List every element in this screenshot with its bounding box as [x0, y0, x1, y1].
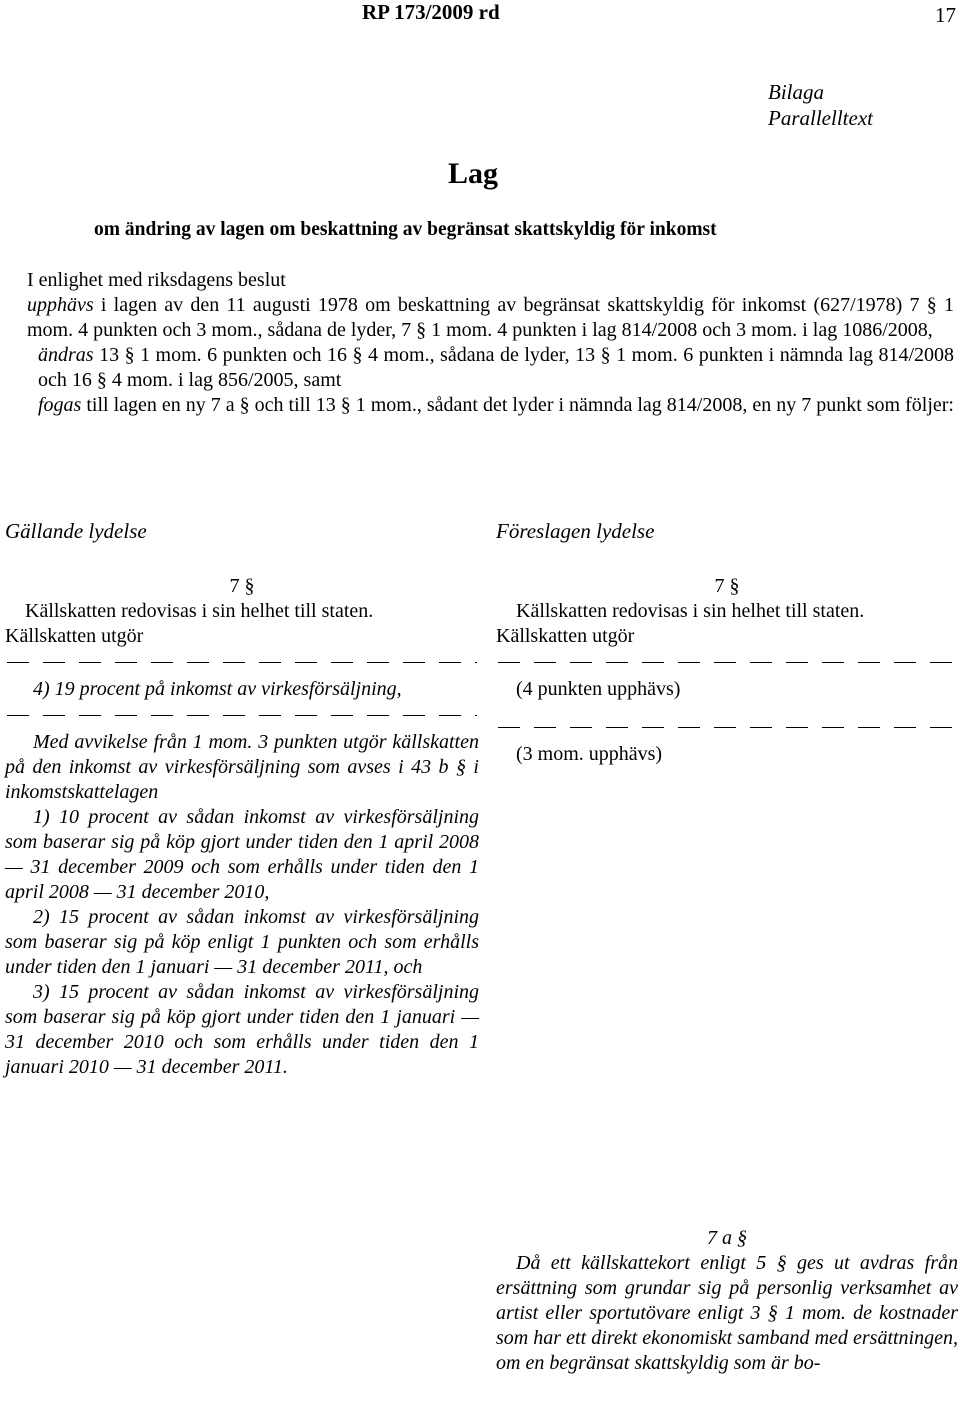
- current-moment-3-item-3: 3) 15 procent av sådan inkomst av virkesförsäljning som baserar sig på köp gjort under tiden den 1 januari — 31 december 2010 och som erhålls under tiden den 1 januari 2010 — 31 december 2011.: [5, 981, 479, 1078]
- document-reference: RP 173/2009 rd: [362, 0, 500, 24]
- section-7-heading-current: 7 §: [229, 575, 255, 597]
- attachment-label: [768, 79, 873, 131]
- current-wording-column: [5, 519, 479, 1080]
- intro-amend-text: 13 § 1 mom. 6 punkten och 16 § 4 mom., sådana de lyder, 13 § 1 mom. 6 punkten i nämnda lag 814/2008 och 16 § 4 mom. i lag 856/2005, samt: [38, 344, 954, 391]
- section-7a-text: Då ett källskattekort enligt 5 § ges ut avdras från ersättning som grundar sig på personlig verksamhet av artist eller sportutövare enligt 3 § 1 mom. de kostnader som har ett direkt ekonomiskt samband med ersättningen, om en begränsat skattskyldig som är bo-: [496, 1252, 958, 1374]
- enactment-clause: [27, 268, 954, 418]
- attachment-line-2: Parallelltext: [768, 106, 873, 130]
- current-moment-3: Med avvikelse från 1 mom. 3 punkten utgör källskatten på den inkomst av virkesförsäljning som avses i 43 b § i inkomstskattelagen: [5, 731, 479, 803]
- intro-repeal-text: i lagen av den 11 augusti 1978 om beskattning av begränsat skattskyldig för inkomst (627/1978) 7 § 1 mom. 4 punkten och 3 mom., sådana de lyder, 7 § 1 mom. 4 punkten i lag 814/2008 och 3 mom. i lag 1086/2008,: [27, 294, 954, 341]
- proposed-paragraph-2: Källskatten utgör: [496, 625, 635, 647]
- intro-add-verb: fogas: [38, 394, 82, 416]
- current-item-4: 4) 19 procent på inkomst av virkesförsäljning,: [33, 678, 402, 700]
- attachment-line-1: Bilaga: [768, 80, 824, 104]
- section-7a-heading: 7 a §: [707, 1227, 747, 1249]
- intro-repeal-verb: upphävs: [27, 294, 94, 316]
- current-paragraph-1: Källskatten redovisas i sin helhet till staten.: [25, 600, 374, 622]
- current-paragraph-2: Källskatten utgör: [5, 625, 144, 647]
- section-7-heading-proposed: 7 §: [714, 575, 740, 597]
- omission-line: [496, 649, 958, 674]
- intro-add: [27, 393, 954, 418]
- proposed-paragraph-1: Källskatten redovisas i sin helhet till staten.: [516, 600, 865, 622]
- page-number: 17: [935, 3, 956, 27]
- proposed-wording-heading: Föreslagen lydelse: [496, 519, 655, 543]
- proposed-item-4: (4 punkten upphävs): [516, 678, 681, 700]
- intro-repeal: [27, 293, 954, 343]
- proposed-moment-3: (3 mom. upphävs): [516, 743, 663, 765]
- intro-add-text: till lagen en ny 7 a § och till 13 § 1 mom., sådant det lyder i nämnda lag 814/2008, en ny 7 punkt som följer:: [81, 394, 954, 416]
- current-wording-heading: Gällande lydelse: [5, 519, 147, 543]
- intro-line-1: I enlighet med riksdagens beslut: [27, 269, 286, 291]
- omission-line: [496, 714, 958, 739]
- omission-line: [5, 649, 479, 674]
- law-title: Lag: [448, 157, 499, 190]
- law-subtitle: om ändring av lagen om beskattning av begränsat skattskyldig för inkomst: [94, 219, 717, 240]
- intro-amend: [27, 343, 954, 393]
- current-moment-3-item-1: 1) 10 procent av sådan inkomst av virkesförsäljning som baserar sig på köp gjort under tiden den 1 april 2008 — 31 december 2009 och som erhålls under tiden den 1 april 2008 — 31 december 2010,: [5, 806, 479, 903]
- proposed-wording-column: [496, 519, 958, 767]
- intro-amend-verb: ändras: [38, 344, 94, 366]
- omission-line: [5, 702, 479, 727]
- proposed-section-7a: [496, 1226, 958, 1376]
- current-moment-3-item-2: 2) 15 procent av sådan inkomst av virkesförsäljning som baserar sig på köp enligt 1 punkten och som erhålls under tiden den 1 januari — 31 december 2011, och: [5, 906, 479, 978]
